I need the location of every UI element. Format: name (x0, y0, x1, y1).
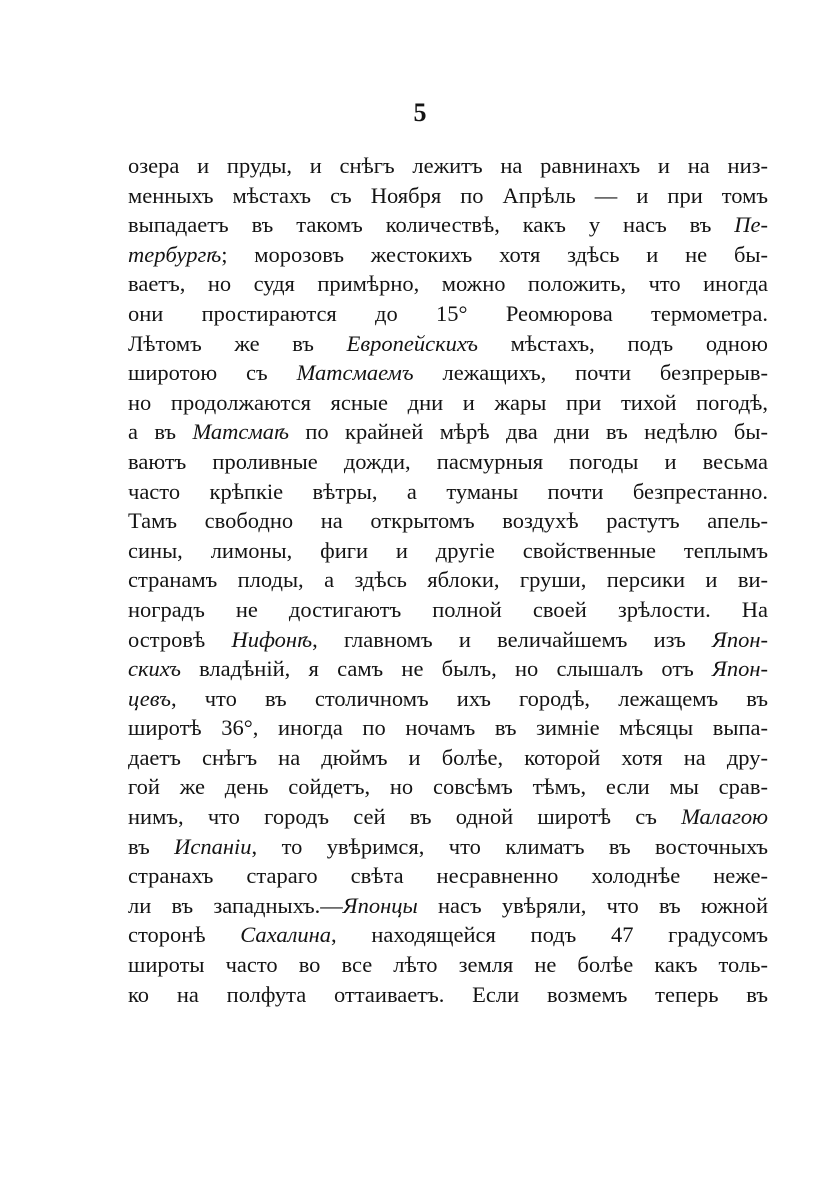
text-run: ко на полфута оттаиваетъ. Если возмемъ теперь въ (128, 981, 768, 1007)
text-run: сины, лимоны, фиги и другіе свойственные теплымъ (128, 537, 768, 563)
text-line (128, 151, 768, 181)
italic-run: цевъ (128, 685, 171, 711)
italic-run: тербургѣ (128, 241, 222, 267)
text-run: ли въ западныхъ.— (128, 892, 343, 918)
text-run: лежащихъ, почти безпрерыв- (413, 360, 768, 386)
italic-run: Япон- (712, 626, 768, 652)
text-line (128, 654, 768, 684)
text-run: менныхъ мѣстахъ съ Ноября по Апрѣль — и при томъ (128, 182, 768, 208)
text-line (128, 920, 768, 950)
italic-run: Пе- (734, 212, 768, 238)
text-run: они простираются до 15° Реомюрова термометра. (128, 300, 768, 326)
text-line (128, 950, 768, 980)
text-line (128, 417, 768, 447)
text-run: въ (128, 833, 175, 859)
italic-run: Европейскихъ (346, 330, 478, 356)
text-run: владѣній, я самъ не былъ, но слышалъ отъ (180, 656, 713, 682)
text-run: сторонѣ (128, 922, 241, 948)
text-run: гой же день сойдетъ, но совсѣмъ тѣмъ, если мы срав- (128, 774, 768, 800)
text-line (128, 181, 768, 211)
text-run: островѣ (128, 626, 232, 652)
italic-run: Матсмаемъ (296, 360, 414, 386)
text-line (128, 447, 768, 477)
text-run: широты часто во все лѣто земля не болѣе какъ толь- (128, 952, 768, 978)
text-run: мѣстахъ, подъ одною (477, 330, 768, 356)
text-line (128, 269, 768, 299)
text-run: широтою съ (128, 360, 297, 386)
text-line (128, 625, 768, 655)
text-run: но продолжаются ясные дни и жары при тихой погодѣ, (128, 389, 768, 415)
text-line (128, 980, 768, 1010)
text-line (128, 299, 768, 329)
text-run: озера и пруды, и снѣгъ лежитъ на равнинахъ и на низ- (128, 153, 768, 178)
text-line (128, 595, 768, 625)
text-line (128, 743, 768, 773)
text-run: выпадаетъ въ такомъ количествѣ, какъ у насъ въ (128, 212, 735, 238)
italic-run: Нифонѣ (231, 626, 313, 652)
text-run: ; морозовъ жестокихъ хотя здѣсь и не бы- (221, 241, 768, 267)
text-run: насъ увѣряли, что въ южной (417, 892, 768, 918)
text-run: , что въ столичномъ ихъ городѣ, лежащемъ въ (170, 685, 768, 711)
italic-run: Япон- (712, 656, 768, 682)
text-run: , главномъ и величайшемъ изъ (312, 626, 713, 652)
text-line (128, 506, 768, 536)
text-run: ваетъ, но судя примѣрно, можно положить, что иногда (128, 271, 768, 297)
text-run: странахъ стараго свѣта несравненно холоднѣе неже- (128, 863, 768, 889)
text-line (128, 565, 768, 595)
text-line (128, 861, 768, 891)
text-run: странамъ плоды, а здѣсь яблоки, груши, персики и ви- (128, 567, 768, 593)
italic-run: Испаніи (174, 833, 252, 859)
text-run: даетъ снѣгъ на дюймъ и болѣе, которой хотя на дру- (128, 744, 768, 770)
text-line (128, 891, 768, 921)
italic-run: скихъ (128, 656, 181, 682)
text-run: а въ (128, 419, 193, 445)
text-line (128, 684, 768, 714)
text-line (128, 358, 768, 388)
text-run: , то увѣримся, что климатъ въ восточныхъ (251, 833, 768, 859)
text-run: Тамъ свободно на открытомъ воздухѣ растутъ апель- (128, 508, 768, 534)
text-line (128, 477, 768, 507)
text-run: , находящейся подъ 47 градусомъ (331, 922, 768, 948)
text-run: Лѣтомъ же въ (128, 330, 347, 356)
text-line (128, 536, 768, 566)
text-run: широтѣ 36°, иногда по ночамъ въ зимніе мѣсяцы выпа- (128, 715, 768, 741)
text-run: по крайней мѣрѣ два дни въ недѣлю бы- (288, 419, 768, 445)
text-line (128, 772, 768, 802)
text-run: нимъ, что городъ сей въ одной широтѣ съ (128, 804, 682, 830)
text-line (128, 240, 768, 270)
body-text (128, 151, 768, 1009)
text-line (128, 210, 768, 240)
text-line (128, 802, 768, 832)
text-line (128, 329, 768, 359)
italic-run: Матсмаѣ (192, 419, 289, 445)
page-number: 5 (413, 98, 427, 127)
italic-run: Сахалина (240, 922, 332, 948)
text-run: ваютъ проливные дожди, пасмурныя погоды и весьма (128, 448, 768, 474)
text-run: часто крѣпкіе вѣтры, а туманы почти безпрестанно. (128, 478, 768, 504)
text-line (128, 832, 768, 862)
text-line (128, 388, 768, 418)
text-line (128, 713, 768, 743)
text-run: ноградъ не достигаютъ полной своей зрѣлости. На (128, 596, 768, 622)
italic-run: Японцы (342, 892, 418, 918)
italic-run: Малагою (681, 804, 768, 830)
